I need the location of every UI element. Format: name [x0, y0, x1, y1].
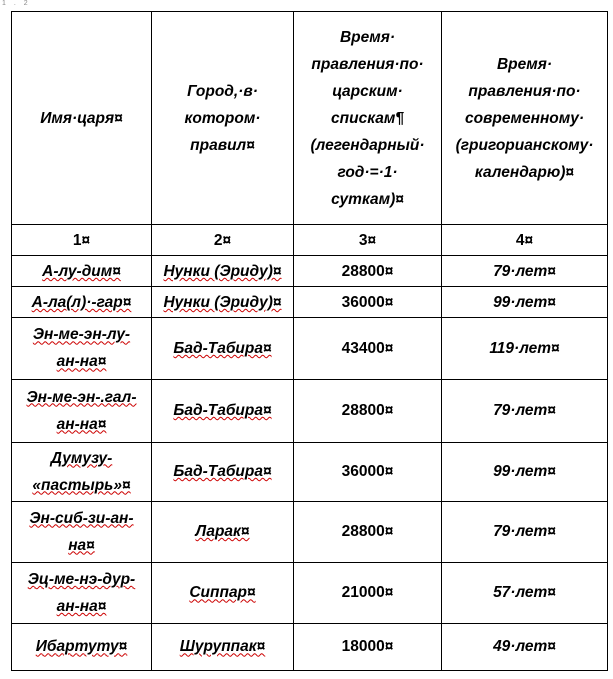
city-cell: Бад-Табира¤	[152, 442, 294, 501]
table-row	[12, 623, 608, 670]
reign-lists-cell: 28800¤	[294, 501, 442, 562]
reign-lists-cell: 28800¤	[294, 256, 442, 287]
table-header-row	[12, 12, 608, 225]
city-cell: Шуруппак¤	[152, 623, 294, 670]
table-row	[12, 442, 608, 501]
king-name-cell: Ибартуту¤	[12, 623, 152, 670]
city-cell: Сиппар¤	[152, 562, 294, 623]
header-cell-reign-lists: Время· правления·по· царским· спискам¶ (легендарный· год·=·1· суткам)¤	[294, 12, 442, 225]
header-cell-king-name: Имя·царя¤	[12, 12, 152, 225]
reign-modern-cell: 119·лет¤	[442, 318, 608, 379]
reign-modern-cell: 99·лет¤	[442, 442, 608, 501]
table-row	[12, 379, 608, 442]
ruler-marks: 1 . 2	[2, 0, 31, 7]
reign-lists-cell: 21000¤	[294, 562, 442, 623]
reign-lists-cell: 28800¤	[294, 379, 442, 442]
city-cell: Ларак¤	[152, 501, 294, 562]
king-name-cell: Эн-ме-эн-лу- ан-на¤	[12, 318, 152, 379]
reign-modern-cell: 79·лет¤	[442, 379, 608, 442]
table-row	[12, 318, 608, 379]
header-cell-reign-modern: Время· правления·по· современному· (григорианскому· календарю)¤	[442, 12, 608, 225]
table-row	[12, 287, 608, 318]
table-row	[12, 256, 608, 287]
reign-lists-cell: 18000¤	[294, 623, 442, 670]
table-row	[12, 562, 608, 623]
column-number: 3¤	[294, 225, 442, 256]
reign-modern-cell: 99·лет¤	[442, 287, 608, 318]
header-cell-city: Город,·в· котором· правил¤	[152, 12, 294, 225]
kings-table	[11, 11, 608, 671]
column-number: 2¤	[152, 225, 294, 256]
reign-lists-cell: 36000¤	[294, 287, 442, 318]
king-name-cell: Думузу- «пастырь»¤	[12, 442, 152, 501]
city-cell: Бад-Табира¤	[152, 318, 294, 379]
table-row	[12, 501, 608, 562]
reign-modern-cell: 57·лет¤	[442, 562, 608, 623]
reign-modern-cell: 49·лет¤	[442, 623, 608, 670]
king-name-cell: А-ла(л)·-гар¤	[12, 287, 152, 318]
reign-modern-cell: 79·лет¤	[442, 256, 608, 287]
reign-lists-cell: 36000¤	[294, 442, 442, 501]
king-name-cell: Эц-ме-нэ-дур- ан-на¤	[12, 562, 152, 623]
column-number: 1¤	[12, 225, 152, 256]
king-name-cell: Эн-ме-эн-.гал- ан-на¤	[12, 379, 152, 442]
reign-lists-cell: 43400¤	[294, 318, 442, 379]
king-name-cell: А-лу-дим¤	[12, 256, 152, 287]
city-cell: Нунки (Эриду)¤	[152, 256, 294, 287]
column-number-row	[12, 225, 608, 256]
reign-modern-cell: 79·лет¤	[442, 501, 608, 562]
city-cell: Нунки (Эриду)¤	[152, 287, 294, 318]
column-number: 4¤	[442, 225, 608, 256]
king-name-cell: Эн-сиб-зи-ан- на¤	[12, 501, 152, 562]
city-cell: Бад-Табира¤	[152, 379, 294, 442]
